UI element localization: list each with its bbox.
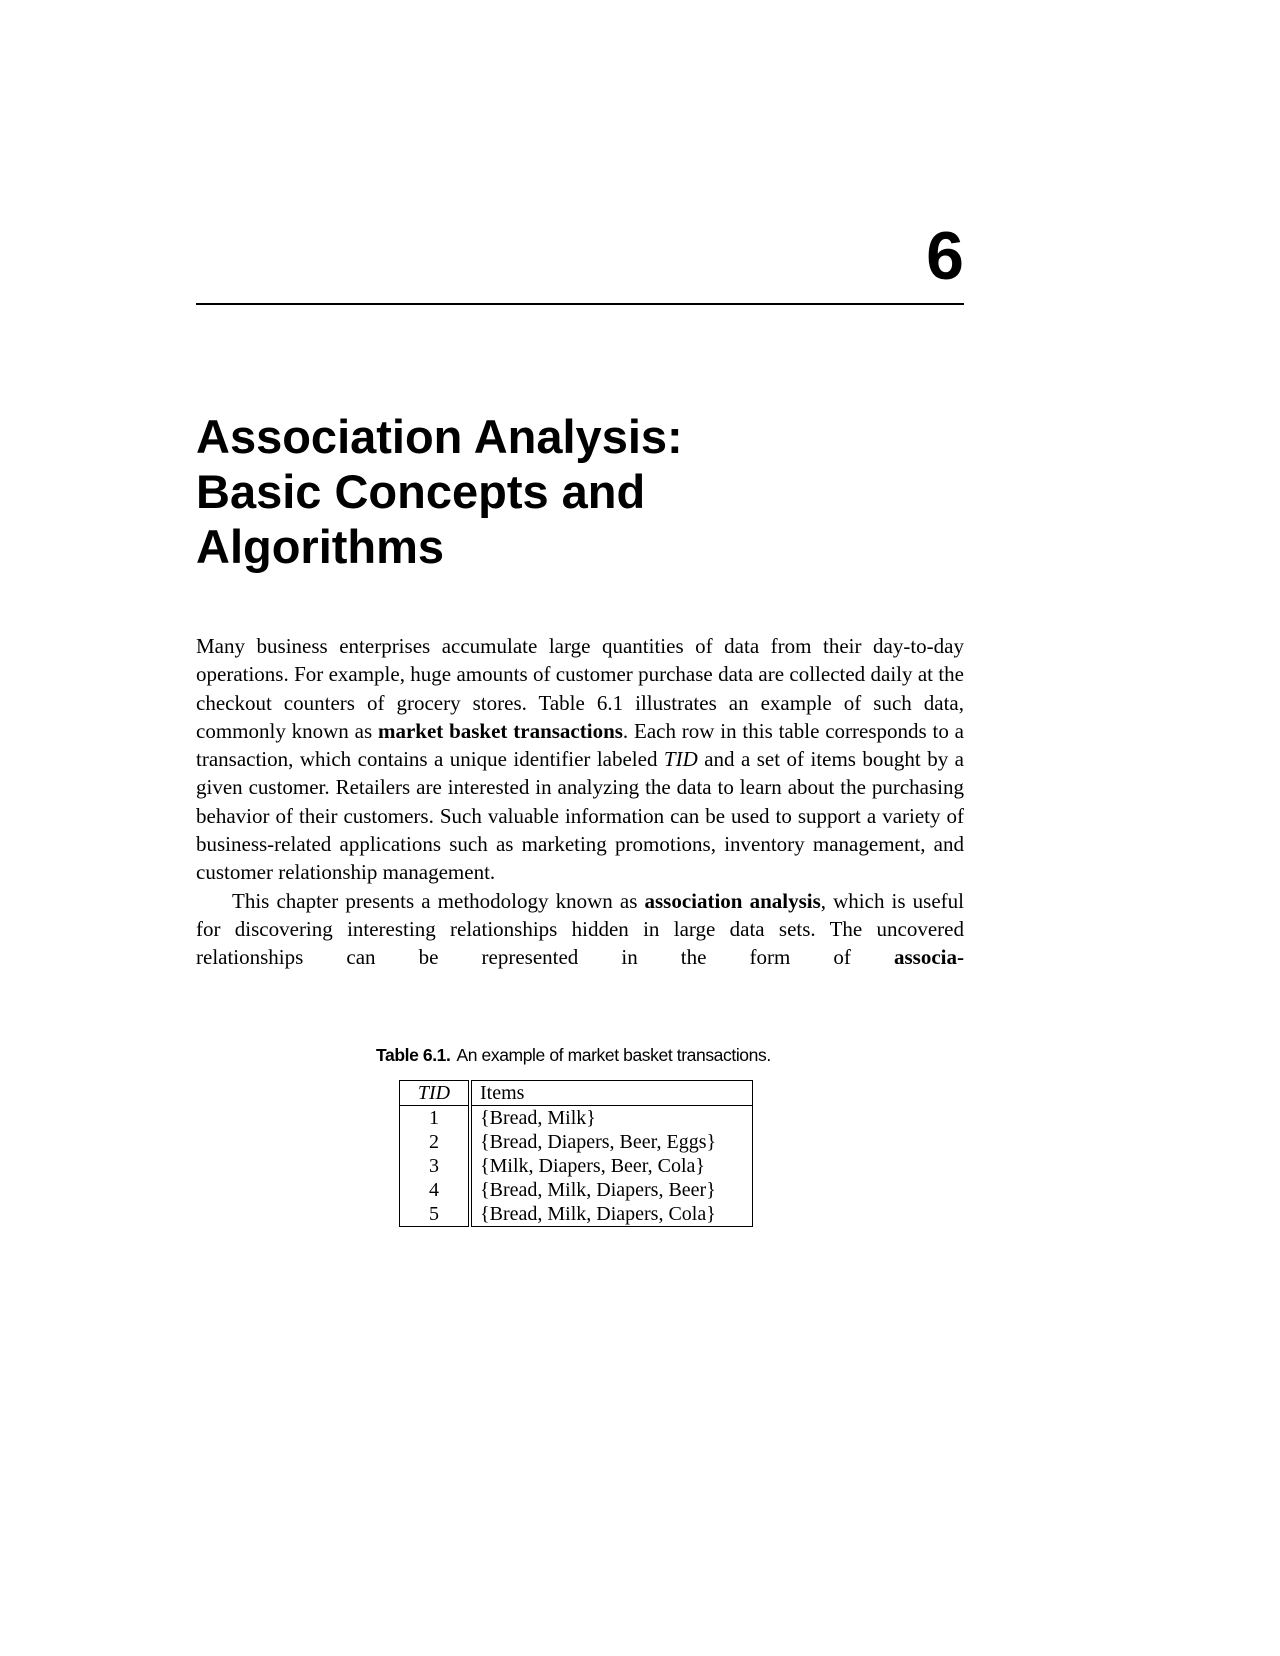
paragraph-1	[196, 632, 964, 887]
paragraph-1-text-c: and a set of items bought by a given customer. Retailers are interested in analyzing the data to learn about the purchasing behavior of their customers. Such valuable information can be used to support a variety of business-related applications such as marketing promotions, inventory management, and customer relationship management.	[196, 747, 964, 885]
header-items: Items	[470, 1081, 753, 1106]
table-caption-label: Table 6.1.	[376, 1045, 451, 1065]
cell-items: {Bread, Milk, Diapers, Beer}	[480, 1179, 716, 1201]
term-association-rules-fragment: associa-	[894, 945, 964, 970]
paragraph-2-text-a: This chapter presents a methodology known as	[232, 888, 645, 913]
table-row	[400, 1202, 753, 1227]
body-text	[196, 632, 964, 972]
chapter-title-line-3: Algorithms	[196, 520, 445, 573]
cell-items: {Bread, Milk}	[480, 1107, 596, 1129]
term-tid: TID	[663, 747, 698, 772]
cell-tid: 4	[400, 1178, 471, 1202]
cell-tid: 5	[400, 1202, 471, 1227]
paragraph-2	[196, 887, 964, 972]
cell-items: {Bread, Milk, Diapers, Cola}	[480, 1203, 716, 1225]
cell-items: {Bread, Diapers, Beer, Eggs}	[480, 1131, 717, 1153]
chapter-number: 6	[926, 218, 964, 294]
term-association-analysis: association analysis	[644, 888, 821, 913]
chapter-title	[196, 409, 896, 574]
table-row	[400, 1154, 753, 1178]
chapter-rule	[196, 303, 964, 305]
chapter-title-line-2: Basic Concepts and	[196, 465, 646, 518]
cell-tid: 2	[400, 1130, 471, 1154]
table-header-row	[400, 1081, 753, 1106]
table-row	[400, 1106, 753, 1131]
cell-tid: 3	[400, 1154, 471, 1178]
header-tid: TID	[400, 1081, 471, 1106]
paragraph-2-text-b: , which is useful for discovering interesting relationships hidden in large data sets. The uncovered relationships can be represented in the form of	[196, 888, 964, 970]
cell-tid: 1	[400, 1106, 471, 1131]
table-caption-text: An example of market basket transactions.	[456, 1045, 771, 1065]
table-row	[400, 1130, 753, 1154]
table-caption	[376, 1045, 796, 1066]
paragraph-1-text-b: . Each row in this table corresponds to a transaction, which contains a unique identifier labeled	[196, 718, 964, 772]
term-market-basket-transactions: market basket transactions	[377, 718, 623, 743]
table-row	[400, 1178, 753, 1202]
paragraph-1-text-a: Many business enterprises accumulate large quantities of data from their day-to-day operations. For example, huge amounts of customer purchase data are collected daily at the checkout counters of grocery stores. Table 6.1 illustrates an example of such data, commonly known as	[196, 634, 964, 743]
cell-items: {Milk, Diapers, Beer, Cola}	[480, 1155, 706, 1177]
chapter-title-line-1: Association Analysis:	[196, 410, 683, 463]
transactions-table	[399, 1080, 753, 1227]
